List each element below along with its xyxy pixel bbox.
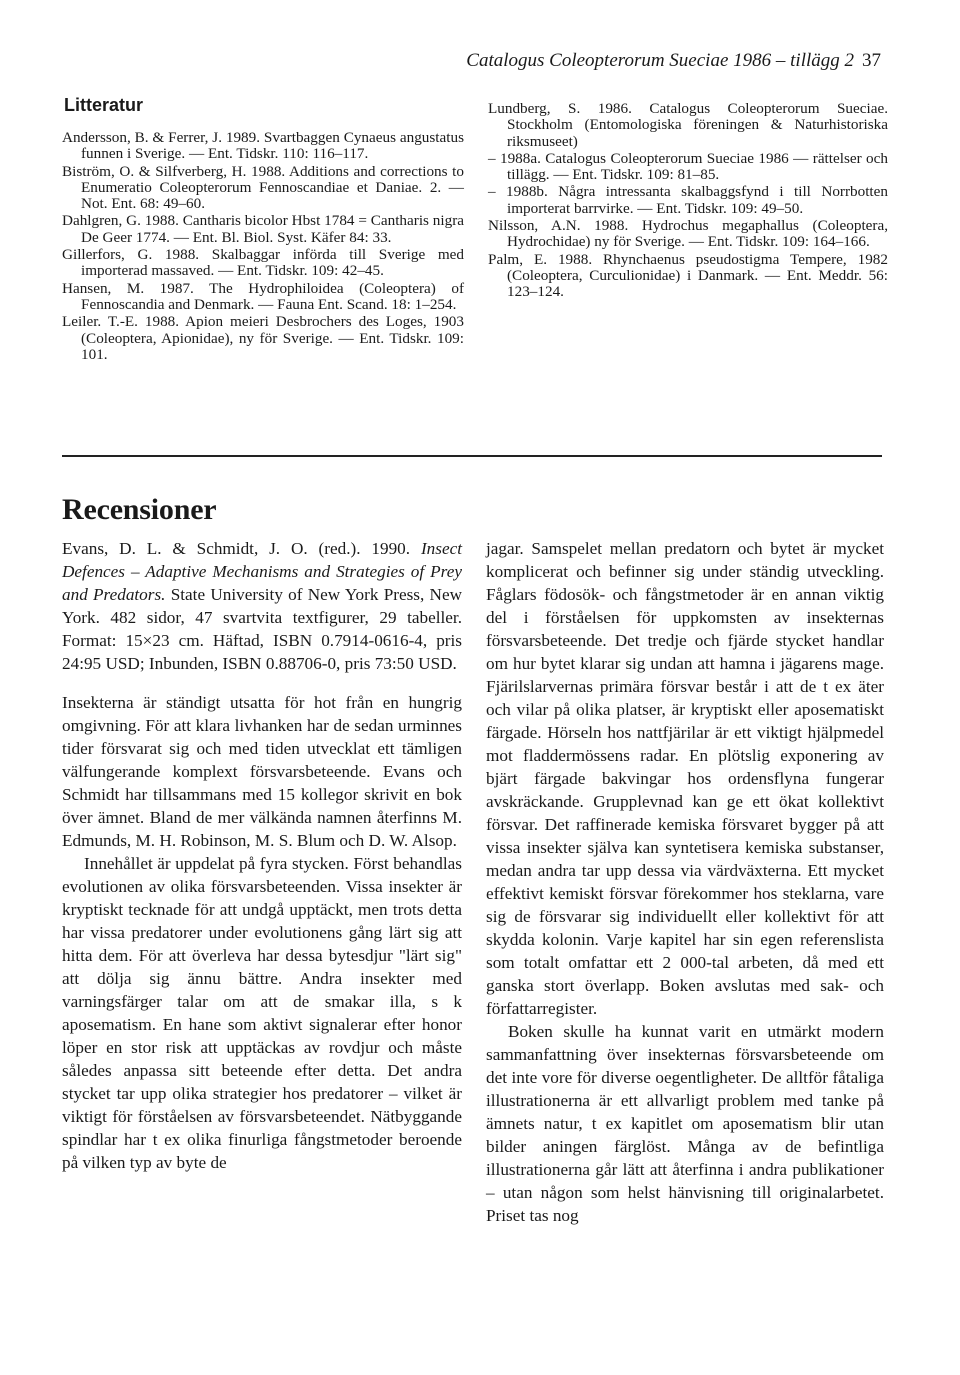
journal-title: Catalogus Coleopterorum Sueciae 1986 – tillägg 2 [466, 50, 854, 71]
review-paragraph: jagar. Samspelet mellan predatorn och bytet är mycket komplicerat och befinner sig under ständig utveckling. Fåglars födosök- och fångstmetoder är en annan viktig del i förståelsen för uppkomsten av insekternas försvarsbeteende. Det tredje och fjärde stycket handlar om hur bytet klarar sig undan att hamna i jägarens mage. Fjärilslarvernas primära försvar består i att de t ex äter och vilar på olika platser, är kryptiskt eller aposematiskt färgade. Hörseln hos nattfjärilar är ett viktigt hjälpmedel mot fladdermössens radar. En plötslig exponering av bjärt färgade bakvingar hos ordensflyna fungerar avskräckande. Grupplevnad kan ge ett ökat kollektivt försvar. Det raffinerade kemiska försvaret bygger på att vissa insekter själva kan syntetisera kemiska substanser, medan andra tar upp dessa via värdväxterna. Ett mycket effektivt kemiskt försvar förekommer hos steklarna, vare sig de försvarar sig individuellt eller kollektivt för att skydda kolonin. Varje kapitel har sin egen referenslista som totalt omfattar ett 2 000-tal arbeten, då med ett ganska stort överlapp. Boken avslutas med sak- och författarregister. [486, 539, 884, 1018]
review-paragraph: Insekterna är ständigt utsatta för hot från en hungrig omgivning. För att klara livhanken har de sedan urminnes tider försvarat sig och med tiden utvecklat ett tämligen välfungerande komplext försvarsbeteende. Evans och Schmidt har tillsammans med 15 kollegor skrivit en bok över ämnet. Bland de mer välkända namnen återfinns M. Edmunds, M. H. Robinson, M. S. Blum och D. W. Alsop. [62, 693, 462, 850]
reference-item: Andersson, B. & Ferrer, J. 1989. Svartbaggen Cynaeus angustatus funnen i Sverige. — Ent. Tidskr. 110: 116–117. [62, 129, 464, 163]
reference-item: Palm, E. 1988. Rhynchaenus pseudostigma Tempere, 1982 (Coleoptera, Curculionidae) i Danmark. — Ent. Meddr. 56: 123–124. [488, 250, 888, 301]
book-details: State University of New York Press, New York. 482 sidor, 47 svartvita textfigurer, 29 tabeller. Format: 15×23 cm. Häftad, ISBN 0.7914-0616-4, pris 24:95 USD; Inbunden, ISBN 0.88706-0, pris 73:50 USD. [62, 585, 462, 673]
references-right-column [488, 101, 888, 302]
reference-item: Gillerfors, G. 1988. Skalbaggar införda till Sverige med importerad massaved. — Ent. Tidskr. 109: 42–45. [62, 246, 464, 280]
book-title: Insect Defences – Adaptive Mechanisms and Strategies of Prey and Predators. [62, 539, 462, 604]
review-paragraph: Boken skulle ha kunnat varit en utmärkt modern sammanfattning över insekternas försvarsbeteende om det inte vore för diverse oegentligheter. De alltför fåtaliga illustrationerna är ett allvarligt problem med tanke på ämnets natur, t ex kapitlet om aposematism blir utan bilder aningen färglöst. Många av de befintliga illustrationerna går lätt att återfinna i andra publikationer – utan någon som helst hänvisning till originalarbetet. Priset tas nog [486, 1022, 884, 1225]
litteratur-heading: Litteratur [64, 95, 144, 115]
reference-item: – 1988a. Catalogus Coleopterorum Sueciae 1986 — rättelser och tillägg. — Ent. Tidskr. 109: 81–85. [488, 149, 888, 184]
book-reference [62, 537, 462, 675]
reference-item: Leiler. T.-E. 1988. Apion meieri Desbrochers des Loges, 1903 (Coleoptera, Apionidae), ny för Sverige. — Ent. Tidskr. 109: 101. [62, 313, 464, 363]
review-right-column [486, 537, 884, 1227]
review-left-column [62, 537, 462, 1174]
reference-item: – 1988b. Några intressanta skalbaggsfynd i till Norrbotten importerat barrvirke. — Ent. Tidskr. 109: 49–50. [488, 183, 888, 217]
book-authors: Evans, D. L. & Schmidt, J. O. (red.). 1990. [62, 539, 411, 558]
reference-item: Hansen, M. 1987. The Hydrophiloidea (Coleoptera) of Fennoscandia and Denmark. — Fauna Ent. Scand. 18: 1–254. [62, 279, 464, 313]
reference-item: Nilsson, A.N. 1988. Hydrochus megaphallus (Coleoptera, Hydrochidae) ny för Sverige. — Ent. Tidskr. 109: 164–166. [488, 217, 888, 251]
reference-item: Dahlgren, G. 1988. Cantharis bicolor Hbst 1784 = Cantharis nigra De Geer 1774. — Ent. Bl. Biol. Syst. Käfer 84: 33. [62, 212, 464, 246]
references-left-column [62, 130, 464, 364]
section-divider [62, 455, 882, 457]
running-header [429, 50, 881, 72]
page-number: 37 [862, 50, 881, 71]
reference-item: Lundberg, S. 1986. Catalogus Coleopterorum Sueciae. Stockholm (Entomologiska föreningen & Naturhistoriska riksmuseet) [488, 100, 888, 150]
recensioner-heading: Recensioner [62, 493, 217, 526]
reference-item: Biström, O. & Silfverberg, H. 1988. Additions and corrections to Enumeratio Coleopterorum Fennoscandiae et Daniae. 2. — Not. Ent. 68: 49–60. [62, 162, 464, 213]
review-paragraph: Innehållet är uppdelat på fyra stycken. Först behandlas evolutionen av olika försvarsbeteenden. Vissa insekter är kryptiskt tecknade för att undgå upptäckt, men trots detta har vissa predatorer under evolutionens gång lärt sig att hitta dem. För att överleva har dessa bytesdjur "lärt sig" att dölja sig ännu bättre. Andra insekter med varningsfärger talar om att de smakar illa, s k aposematism. En hane som aktivt signalerar efter honor löper en stor risk att upptäckas av rovdjur och måste således anpassa sitt beteende efter detta. Det andra stycket tar upp olika strategier hos predatorer – vilket är viktigt för förståelsen av försvarsbeteendet. Nätbyggande spindlar har t ex olika finurliga fångstmetoder beroende på vilken typ av byte de [62, 854, 462, 1172]
